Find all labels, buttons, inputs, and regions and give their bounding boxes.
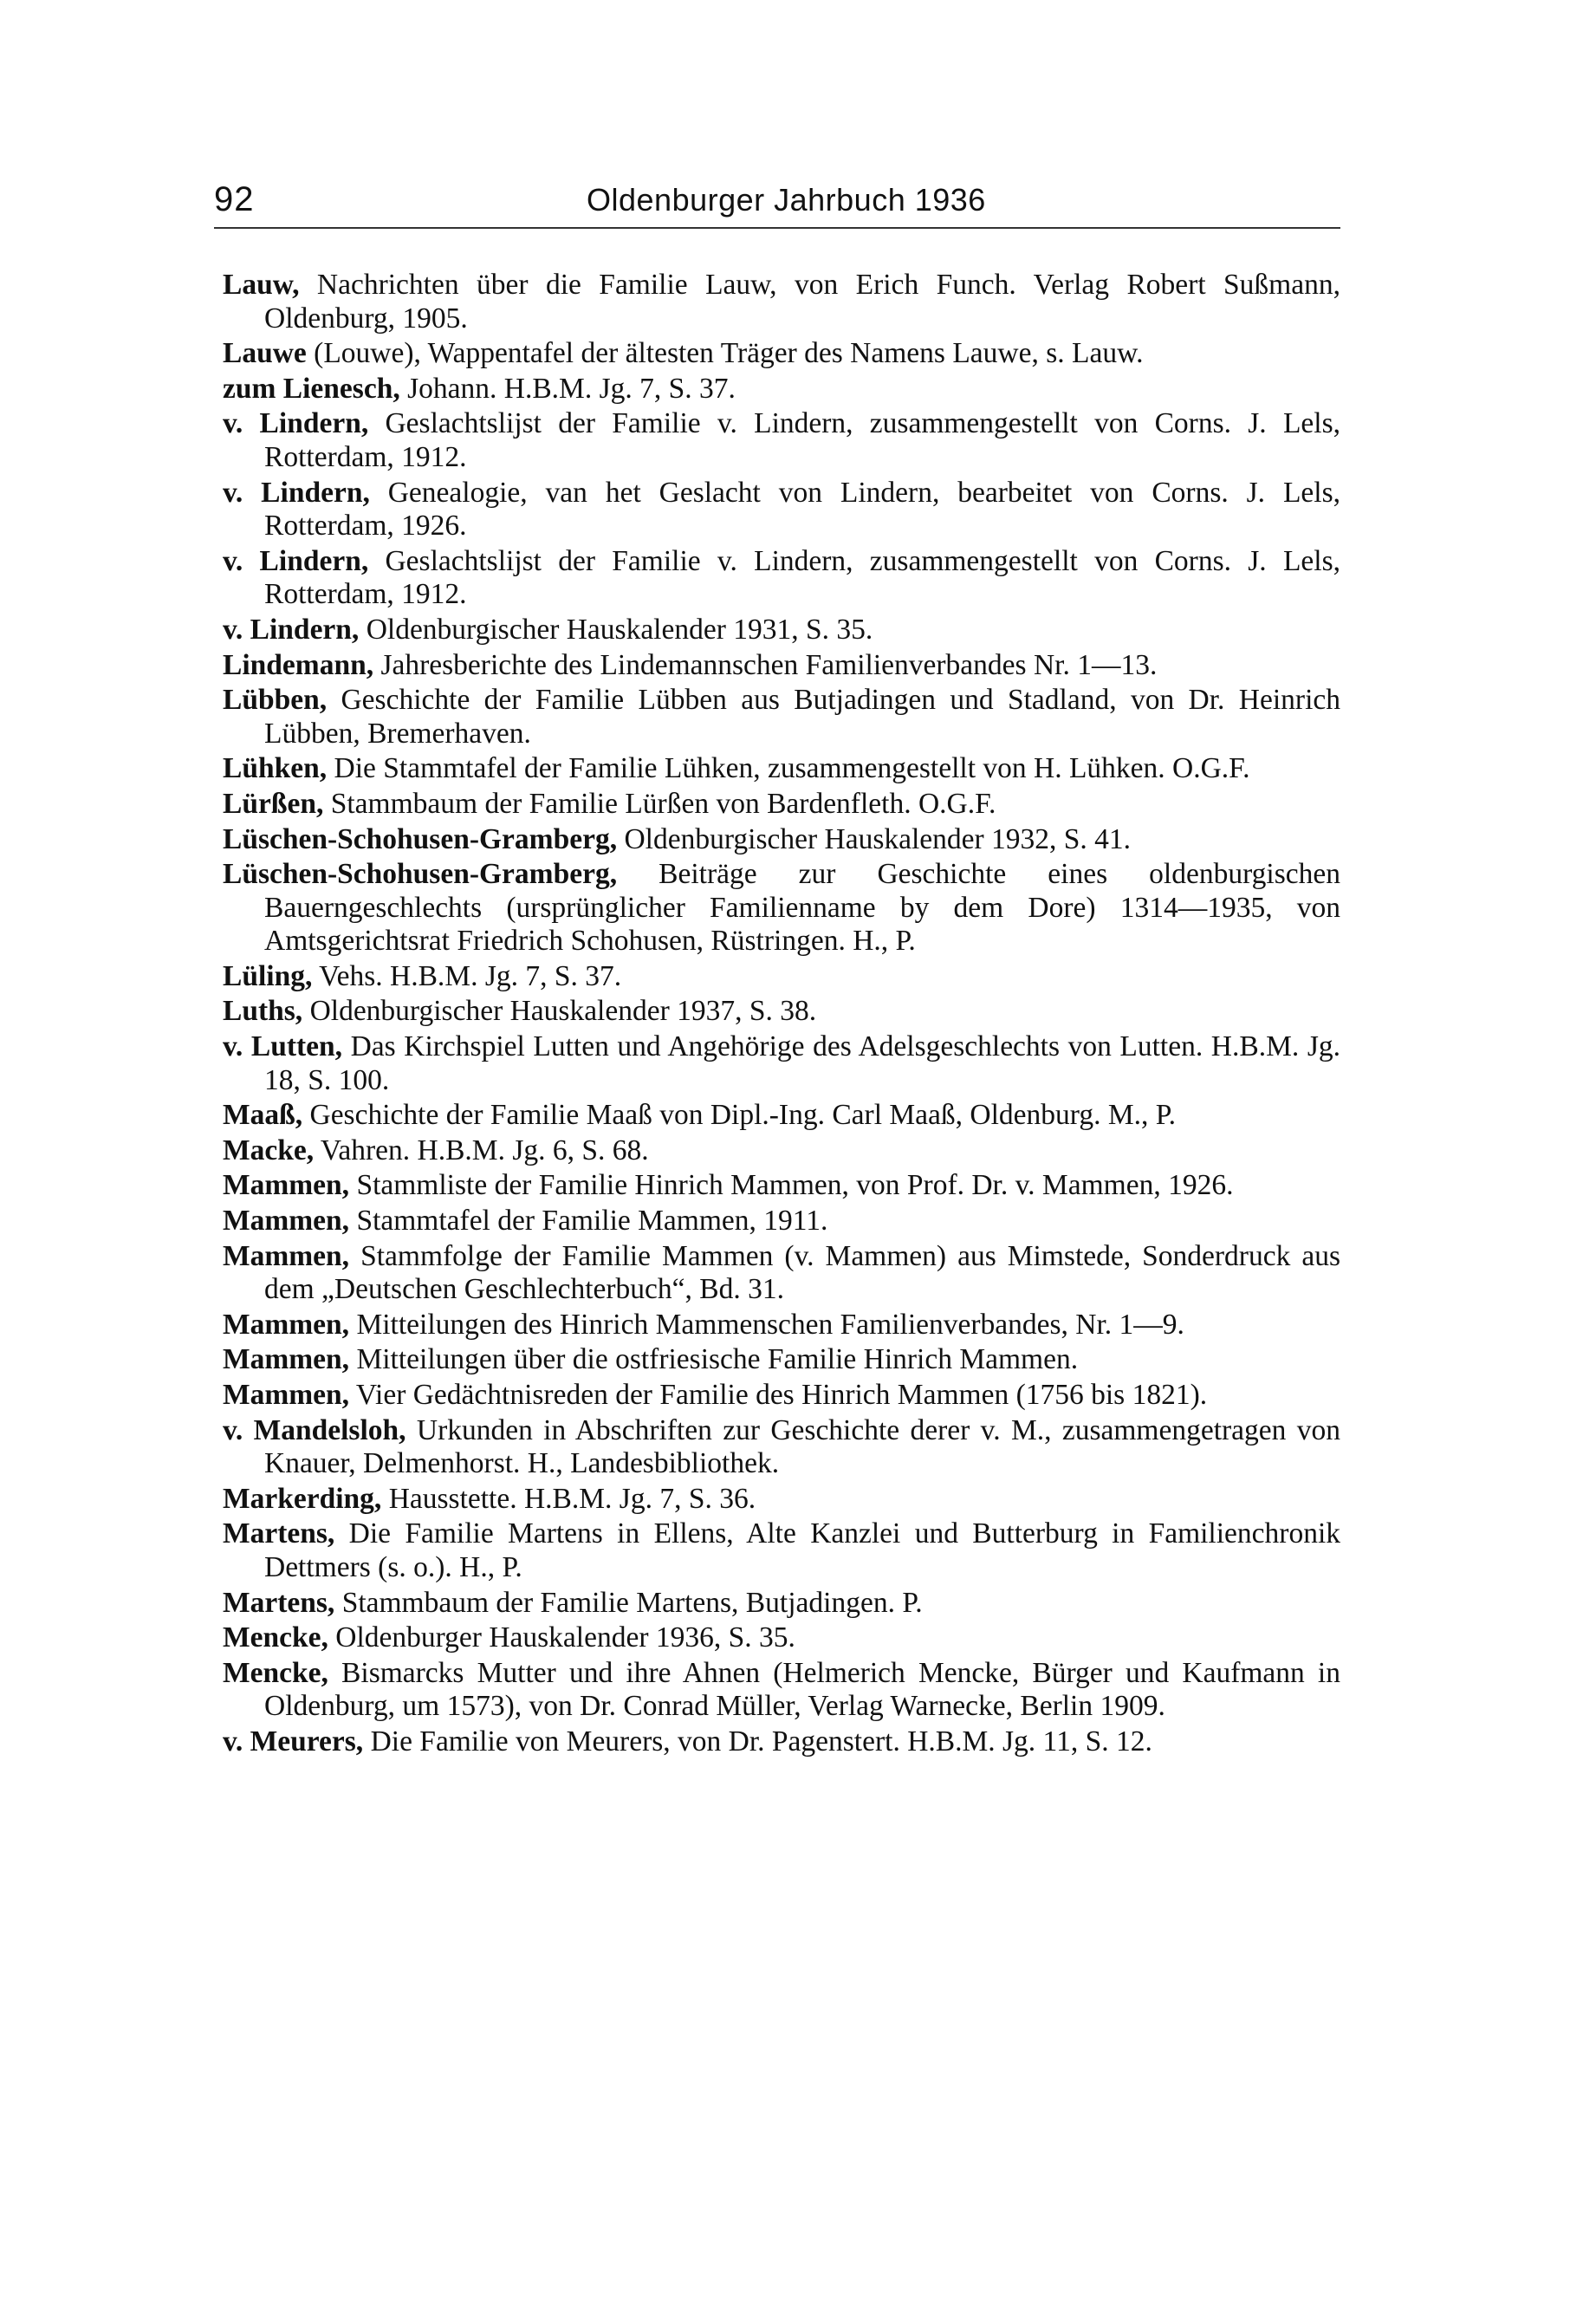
entry-heading: Maaß, — [223, 1099, 303, 1132]
bibliography-entry — [223, 1134, 1340, 1168]
entry-text: Bismarcks Mutter und ihre Ahnen (Helmerich Mencke, Bürger und Kaufmann in Oldenburg, um 1573), von Dr. Conrad Müller, Verlag Warnecke, Berlin 1909. — [264, 1656, 1340, 1723]
entry-text: Geschichte der Familie Maaß von Dipl.-Ing. Carl Maaß, Oldenburg. M., P. — [302, 1099, 1177, 1132]
entry-heading: Mammen, — [223, 1343, 350, 1376]
bibliography-entry — [223, 1587, 1340, 1621]
entry-heading: Lüschen-Schohusen-Gramberg, — [223, 822, 618, 855]
page-number: 92 — [214, 180, 255, 218]
entry-heading: v. Lindern, — [223, 613, 360, 646]
running-title: Oldenburger Jahrbuch 1936 — [587, 182, 986, 218]
entry-heading: Lühken, — [223, 752, 328, 785]
entry-text: Das Kirchspiel Lutten und Angehörige des Adelsgeschlechts von Lutten. H.B.M. Jg. 18, S. 100. — [264, 1030, 1340, 1096]
bibliography-entry — [223, 858, 1340, 958]
entry-text: Oldenburgischer Hauskalender 1931, S. 35. — [359, 613, 873, 646]
bibliography-entry — [223, 1240, 1340, 1307]
entry-heading: Mammen, — [223, 1205, 350, 1238]
entry-text: Hausstette. H.B.M. Jg. 7, S. 36. — [381, 1482, 756, 1515]
entry-text: Die Familie Martens in Ellens, Alte Kanzlei und Butterburg in Familienchronik Dettmers (s. o.). H., P. — [264, 1517, 1340, 1583]
bibliography-entry — [223, 407, 1340, 474]
entry-heading: Lindemann, — [223, 648, 374, 681]
bibliography-entry — [223, 337, 1340, 371]
entry-text: Geschichte der Familie Lübben aus Butjadingen und Stadland, von Dr. Heinrich Lübben, Bremerhaven. — [264, 684, 1340, 750]
bibliography-entry — [223, 477, 1340, 543]
entry-text: (Louwe), Wappentafel der ältesten Träger des Namens Lauwe, s. Lauw. — [306, 337, 1144, 370]
entry-text: Johann. H.B.M. Jg. 7, S. 37. — [399, 372, 736, 405]
entry-heading: Markerding, — [223, 1482, 382, 1515]
entry-heading: v. Lutten, — [223, 1030, 343, 1063]
entry-heading: Mammen, — [223, 1239, 350, 1272]
page-header — [214, 180, 1340, 229]
entry-text: Geslachtslijst der Familie v. Lindern, zusammengestellt von Corns. J. Lels, Rotterdam, 1912. — [264, 544, 1340, 611]
bibliography-entry — [223, 788, 1340, 822]
entry-text: Stammfolge der Familie Mammen (v. Mammen) aus Mimstede, Sonderdruck aus dem „Deutschen Geschlechterbuch“, Bd. 31. — [264, 1239, 1340, 1306]
entry-heading: v. Lindern, — [223, 476, 370, 509]
entry-heading: Mammen, — [223, 1308, 350, 1341]
bibliography-entry — [223, 823, 1340, 857]
entry-heading: Mencke, — [223, 1656, 328, 1689]
entry-text: Mitteilungen des Hinrich Mammenschen Familienverbandes, Nr. 1—9. — [349, 1308, 1184, 1341]
entry-heading: Macke, — [223, 1134, 315, 1166]
entry-heading: Martens, — [223, 1586, 335, 1619]
header-rule — [214, 227, 1340, 229]
entry-text: Oldenburgischer Hauskalender 1932, S. 41. — [617, 822, 1132, 855]
bibliography-list — [223, 269, 1340, 1761]
entry-text: Jahresberichte des Lindemannschen Familienverbandes Nr. 1—13. — [373, 648, 1158, 681]
bibliography-entry — [223, 1517, 1340, 1584]
entry-heading: Luths, — [223, 995, 303, 1028]
entry-text: Die Stammtafel der Familie Lühken, zusammengestellt von H. Lühken. O.G.F. — [327, 752, 1250, 785]
entry-text: Stammliste der Familie Hinrich Mammen, von Prof. Dr. v. Mammen, 1926. — [349, 1169, 1234, 1202]
entry-heading: v. Meurers, — [223, 1725, 364, 1757]
entry-heading: Lüling, — [223, 959, 313, 992]
bibliography-entry — [223, 960, 1340, 994]
bibliography-entry — [223, 1099, 1340, 1133]
entry-text: Stammtafel der Familie Mammen, 1911. — [349, 1205, 828, 1238]
bibliography-entry — [223, 752, 1340, 786]
entry-heading: Lürßen, — [223, 787, 324, 820]
bibliography-entry — [223, 684, 1340, 750]
entry-heading: Lübben, — [223, 684, 328, 717]
entry-heading: v. Lindern, — [223, 407, 369, 440]
entry-heading: Lauwe — [223, 337, 307, 370]
bibliography-entry — [223, 1205, 1340, 1238]
bibliography-entry — [223, 1725, 1340, 1759]
entry-text: Nachrichten über die Familie Lauw, von Erich Funch. Verlag Robert Sußmann, Oldenburg, 1905. — [264, 269, 1340, 335]
bibliography-entry — [223, 1657, 1340, 1724]
bibliography-entry — [223, 373, 1340, 406]
entry-text: Mitteilungen über die ostfriesische Familie Hinrich Mammen. — [349, 1343, 1079, 1376]
bibliography-entry — [223, 1030, 1340, 1097]
entry-heading: Martens, — [223, 1517, 335, 1550]
bibliography-entry — [223, 269, 1340, 335]
entry-text: Stammbaum der Familie Lürßen von Bardenfleth. O.G.F. — [323, 787, 996, 820]
entry-text: Oldenburgischer Hauskalender 1937, S. 38. — [302, 995, 817, 1028]
entry-text: Geslachtslijst der Familie v. Lindern, zusammengestellt von Corns. J. Lels, Rotterdam, 1912. — [264, 407, 1340, 473]
entry-text: Vahren. H.B.M. Jg. 6, S. 68. — [314, 1134, 649, 1166]
bibliography-entry — [223, 1483, 1340, 1517]
entry-text: Stammbaum der Familie Martens, Butjadingen. P. — [334, 1586, 923, 1619]
bibliography-entry — [223, 545, 1340, 612]
bibliography-entry — [223, 1309, 1340, 1342]
entry-heading: zum Lienesch, — [223, 372, 400, 405]
entry-heading: Mammen, — [223, 1379, 350, 1411]
entry-heading: Mencke, — [223, 1621, 328, 1654]
entry-heading: Mammen, — [223, 1169, 350, 1202]
entry-heading: Lauw, — [223, 269, 300, 301]
bibliography-entry — [223, 649, 1340, 683]
entry-text: Oldenburger Hauskalender 1936, S. 35. — [328, 1621, 795, 1654]
entry-heading: Lüschen-Schohusen-Gramberg, — [223, 858, 618, 891]
entry-text: Vehs. H.B.M. Jg. 7, S. 37. — [312, 959, 622, 992]
bibliography-entry — [223, 1169, 1340, 1203]
bibliography-entry — [223, 614, 1340, 647]
entry-text: Urkunden in Abschriften zur Geschichte derer v. M., zusammengetragen von Knauer, Delmenhorst. H., Landesbibliothek. — [264, 1413, 1340, 1480]
entry-text: Die Familie von Meurers, von Dr. Pagenstert. H.B.M. Jg. 11, S. 12. — [363, 1725, 1152, 1757]
bibliography-entry — [223, 1379, 1340, 1413]
bibliography-entry — [223, 1414, 1340, 1481]
entry-heading: v. Mandelsloh, — [223, 1413, 406, 1446]
entry-text: Genealogie, van het Geslacht von Lindern, bearbeitet von Corns. J. Lels, Rotterdam, 1926. — [264, 476, 1340, 543]
bibliography-entry — [223, 1621, 1340, 1655]
entry-heading: v. Lindern, — [223, 544, 369, 577]
entry-text: Vier Gedächtnisreden der Familie des Hinrich Mammen (1756 bis 1821). — [349, 1379, 1208, 1411]
bibliography-entry — [223, 1343, 1340, 1377]
entry-text: Beiträge zur Geschichte eines oldenburgischen Bauerngeschlechts (ursprünglicher Familienname by dem Dore) 1314—1935, von Amtsgerichtsrat Friedrich Schohusen, Rüstringen. H., P. — [264, 858, 1340, 958]
bibliography-entry — [223, 995, 1340, 1029]
